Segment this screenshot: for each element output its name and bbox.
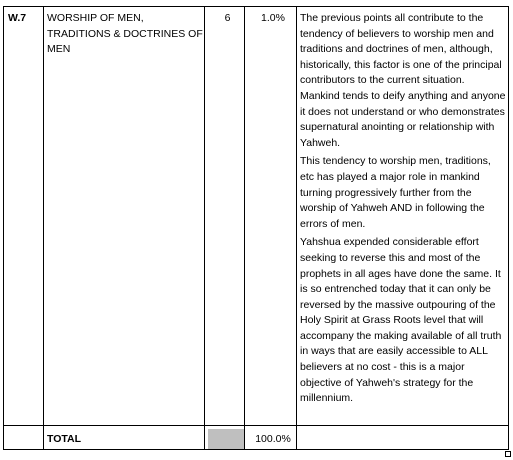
- row-description: [300, 11, 507, 410]
- description-paragraph: The previous points all contribute to the tendency of believers to worship men and traditions and doctrines of men, although, historically, this factor is one of the principal contributors to the current situation. Mankind tends to deify anything and anyone it does not understand or who demonstrates supernatural anointing or relationship with Yahweh.: [300, 12, 506, 149]
- column-divider: [204, 7, 205, 449]
- total-label: TOTAL: [47, 433, 82, 445]
- row-title: WORSHIP OF MEN, TRADITIONS & DOCTRINES OF MEN: [47, 12, 203, 56]
- table-resize-handle[interactable]: [505, 451, 511, 457]
- column-divider: [296, 7, 297, 449]
- shaded-cell: [208, 429, 244, 449]
- row-percent: 1.0%: [261, 12, 285, 24]
- column-divider: [43, 7, 44, 449]
- description-paragraph: This tendency to worship men, traditions, etc has played a major role in mankind turning progressively further from the worship of Yahweh AND in following the errors of men.: [300, 155, 491, 230]
- row-divider: [4, 425, 508, 426]
- description-paragraph: Yahshua expended considerable effort seeking to reverse this and most of the prophets in all ages have done the same. It is so entrenched today that it can only be reversed by the massive outpouring of the Holy Spirit at Grass Roots level that will accompany the making available of all truth in ways that are easily accessible to ALL believers at no cost - this is a major objective of Yahweh's strategy for the millennium.: [300, 236, 502, 405]
- total-percent: 100.0%: [255, 433, 291, 445]
- row-id: W.7: [8, 12, 27, 24]
- document-table: [3, 6, 509, 450]
- column-divider: [244, 7, 245, 449]
- row-count: 6: [224, 12, 231, 24]
